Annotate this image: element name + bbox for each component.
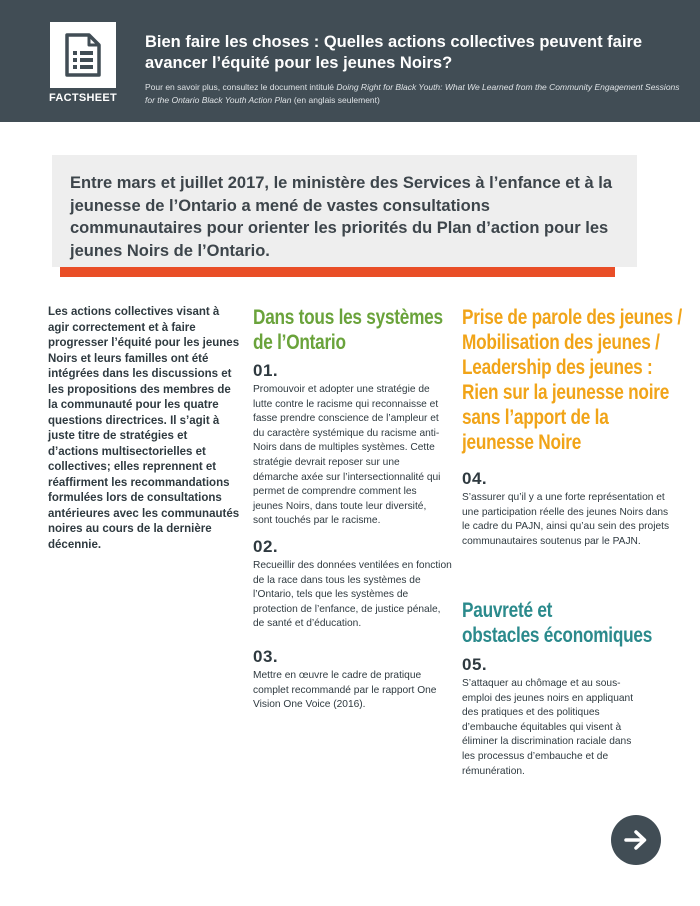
next-page-button[interactable] <box>611 815 661 865</box>
systems-heading-line1: Dans tous les systèmes <box>253 306 443 329</box>
poverty-heading-line2: obstacles économiques <box>462 624 653 647</box>
item-number-04: 04. <box>462 469 488 488</box>
left-column-text: Les actions collectives visant à agir correctement et à faire progresser l’équité pour les jeunes Noirs et leurs familles ont été intégrées dans les discussions et les propositions des membres de la communauté pour les quatre questions directrices. Il s’agit à juste titre de stratégies et d’actions multisectorielles et collectives; elles reprennent et réaffirment les recommandations formulées lors de consultations antérieures avec les communautés noires au cours de la dernière décennie. <box>48 306 240 551</box>
factsheet-label: FACTSHEET <box>48 92 118 104</box>
page-title: Bien faire les choses : Quelles actions collectives peuvent faire avancer l’équité pour les jeunes Noirs? <box>145 33 643 72</box>
youth-heading-line3: Leadership des jeunes : <box>462 356 653 379</box>
youth-heading-line6: jeunesse Noire <box>462 431 582 454</box>
item-text-02: Recueillir des données ventilées en fonction de la race dans tous les systèmes de l’Ontario, tels que les systèmes de protection de l’enfance, de justice pénale, de santé et d’éducation. <box>253 560 452 630</box>
subtitle-document-name: Doing Right for Black Youth: What We Learned from the Community Engagement Sessions for the Ontario Black Youth Action Plan <box>145 82 680 105</box>
item-text-01: Promouvoir et adopter une stratégie de lutte contre le racisme qui reconnaisse et fasse prendre conscience de l’ampleur et du caractère systémique du racisme anti-Noirs dans de multiples systèmes. Cette stratégie devrait reposer sur une démarche axée sur l’intersectionnalité qui permet de comprendre comment les jeunes Noirs, dans toute leur diversité, sont touchés par le racisme. <box>253 384 441 527</box>
header-band <box>0 0 700 122</box>
header-subtitle <box>145 81 690 107</box>
youth-heading-line5: sans l’apport de la <box>462 406 609 429</box>
youth-voice-heading <box>462 305 682 455</box>
youth-heading-line2: Mobilisation des jeunes / <box>462 331 660 354</box>
systems-heading-line2: de l’Ontario <box>253 331 346 354</box>
item-text-05: S’attaquer au chômage et au sous-emploi des jeunes noirs en appliquant des pratiques et des politiques d’embauche équitables qui visent à éliminer la discrimination raciale dans les processus d’embauche et de rémunération. <box>462 678 634 777</box>
subtitle-prefix: Pour en savoir plus, consultez le document intitulé <box>145 82 337 92</box>
item-number-05: 05. <box>462 655 488 674</box>
item-number-01: 01. <box>253 361 279 380</box>
systems-heading <box>253 305 443 355</box>
youth-heading-line4: Rien sur la jeunesse noire <box>462 381 670 404</box>
intro-text: Entre mars et juillet 2017, le ministère des Services à l’enfance et à la jeunesse de l’Ontario a mené de vastes consultations communautaires pour orienter les priorités du Plan d’action pour les jeunes Noirs de l’Ontario. <box>70 174 613 260</box>
poverty-heading-line1: Pauvreté et <box>462 599 553 622</box>
subtitle-suffix: (en anglais seulement) <box>291 95 380 105</box>
poverty-heading <box>462 598 652 648</box>
item-text-04: S’assurer qu’il y a une forte représentation et une participation réelle des jeunes Noirs dans le cadre du PAJN, ainsi qu’au sein des projets communautaires soutenus par le PAJN. <box>462 492 670 547</box>
factsheet-badge <box>50 22 116 88</box>
item-number-02: 02. <box>253 537 279 556</box>
item-text-03: Mettre en œuvre le cadre de pratique complet recommandé par le rapport One Vision One Voice (2016). <box>253 670 437 711</box>
youth-heading-line1: Prise de parole des jeunes / <box>462 306 682 329</box>
item-number-03: 03. <box>253 647 279 666</box>
